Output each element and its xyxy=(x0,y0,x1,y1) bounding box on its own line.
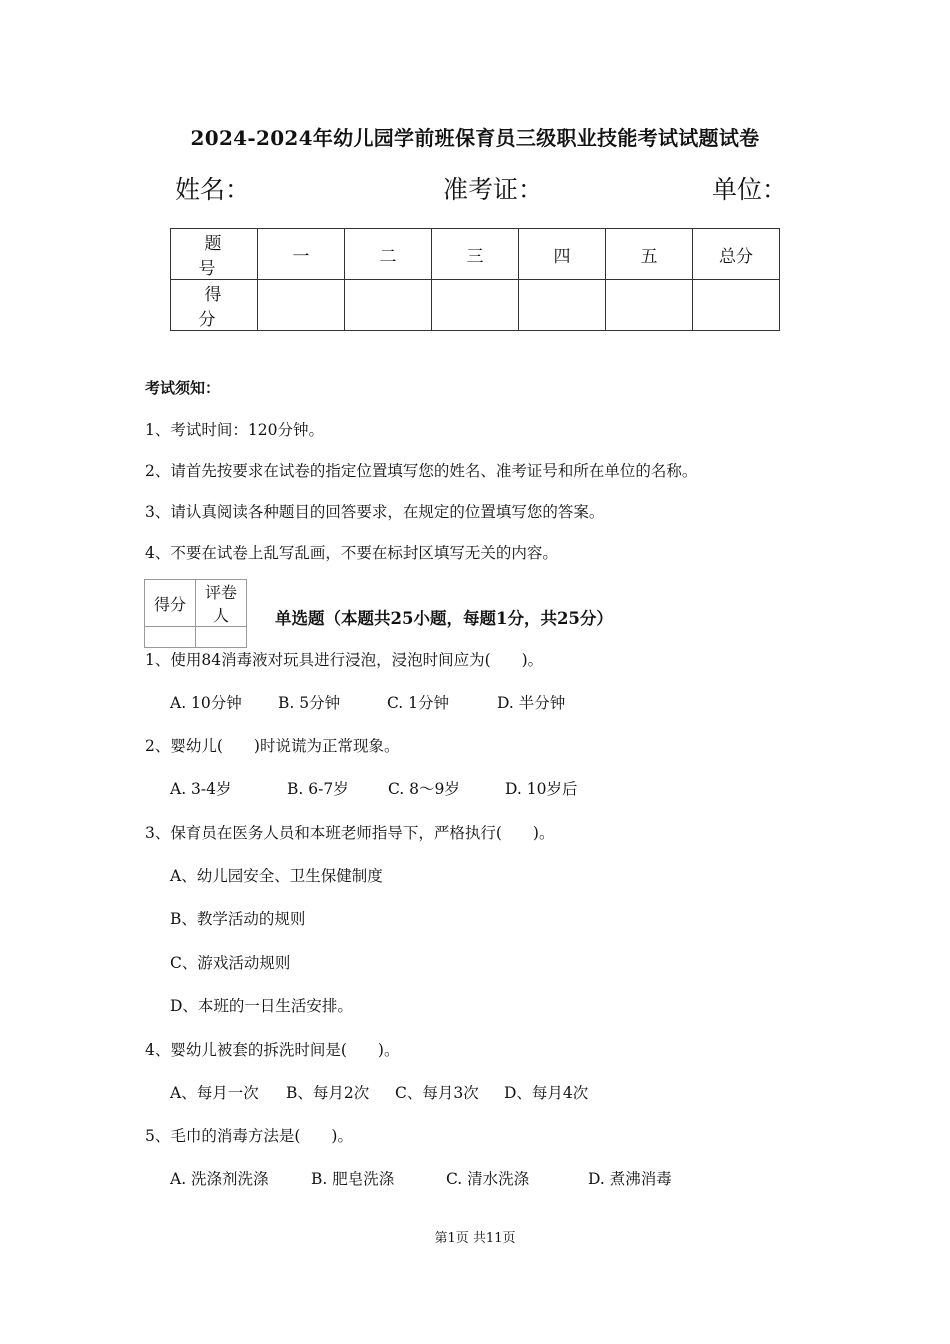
notice-heading: 考试须知： xyxy=(145,379,221,397)
answer-option: D. 煮沸消毒 xyxy=(588,1170,672,1188)
score-header-cell: 五 xyxy=(606,229,693,280)
name-field-label: 姓名： xyxy=(175,175,251,204)
answer-option: D、每月4次 xyxy=(504,1084,589,1102)
answer-option: B、教学活动的规则 xyxy=(170,910,306,928)
question-stem: 5、毛巾的消毒方法是( )。 xyxy=(145,1127,353,1145)
notice-item: 4、不要在试卷上乱写乱画，不要在标封区填写无关的内容。 xyxy=(145,544,558,562)
answer-option: C、游戏活动规则 xyxy=(170,954,291,972)
score-cell[interactable] xyxy=(258,280,345,331)
answer-option: A. 3-4岁 xyxy=(170,780,232,798)
answer-option: A. 10分钟 xyxy=(170,694,242,712)
question-stem: 3、保育员在医务人员和本班老师指导下，严格执行( )。 xyxy=(145,824,555,842)
score-cell[interactable] xyxy=(693,280,780,331)
score-table-header-row xyxy=(171,229,780,280)
answer-option: B. 肥皂洗涤 xyxy=(311,1170,395,1188)
score-cell[interactable] xyxy=(606,280,693,331)
grader-reviewer-label: 评卷人 xyxy=(196,580,247,627)
score-table-score-row xyxy=(171,280,780,331)
answer-option: C、每月3次 xyxy=(395,1084,479,1102)
answer-option: B、每月2次 xyxy=(286,1084,370,1102)
answer-option: A. 洗涤剂洗涤 xyxy=(170,1170,269,1188)
question-stem: 2、婴幼儿( )时说谎为正常现象。 xyxy=(145,737,400,755)
score-table xyxy=(170,228,780,331)
page-title: 2024-2024年幼儿园学前班保育员三级职业技能考试试题试卷 xyxy=(190,126,760,150)
score-header-cell: 一 xyxy=(258,229,345,280)
question-stem: 4、婴幼儿被套的拆洗时间是( )。 xyxy=(145,1041,400,1059)
answer-option: B. 6-7岁 xyxy=(287,780,349,798)
answer-option: D. 半分钟 xyxy=(497,694,566,712)
score-header-cell: 题 号 xyxy=(171,229,258,280)
answer-option: C. 清水洗涤 xyxy=(446,1170,530,1188)
score-cell[interactable] xyxy=(345,280,432,331)
score-header-cell: 三 xyxy=(432,229,519,280)
notice-item: 2、请首先按要求在试卷的指定位置填写您的姓名、准考证号和所在单位的名称。 xyxy=(145,462,698,480)
notice-item: 1、考试时间：120分钟。 xyxy=(145,421,324,439)
score-header-cell: 四 xyxy=(519,229,606,280)
answer-option: B. 5分钟 xyxy=(278,694,341,712)
score-row-label: 得 分 xyxy=(171,280,258,331)
score-cell[interactable] xyxy=(432,280,519,331)
answer-option: C. 8～9岁 xyxy=(388,780,460,798)
section-title: 单选题（本题共25小题，每题1分，共25分） xyxy=(275,609,613,628)
exam-id-field-label: 准考证： xyxy=(443,175,544,204)
grader-score-label: 得分 xyxy=(145,580,196,627)
grader-score-cell[interactable] xyxy=(145,627,196,648)
page-footer: 第1页 共11页 xyxy=(434,1231,516,1246)
score-cell[interactable] xyxy=(519,280,606,331)
answer-option: C. 1分钟 xyxy=(387,694,450,712)
score-header-cell: 总分 xyxy=(693,229,780,280)
answer-option: A、每月一次 xyxy=(170,1084,259,1102)
answer-option: A、幼儿园安全、卫生保健制度 xyxy=(170,867,383,885)
notice-item: 3、请认真阅读各种题目的回答要求，在规定的位置填写您的答案。 xyxy=(145,503,605,521)
score-header-cell: 二 xyxy=(345,229,432,280)
answer-option: D、本班的一日生活安排。 xyxy=(170,997,353,1015)
question-stem: 1、使用84消毒液对玩具进行浸泡，浸泡时间应为( )。 xyxy=(145,651,544,669)
grader-reviewer-cell[interactable] xyxy=(196,627,247,648)
answer-option: D. 10岁后 xyxy=(505,780,578,798)
unit-field-label: 单位： xyxy=(712,175,788,204)
grader-box xyxy=(144,579,247,648)
